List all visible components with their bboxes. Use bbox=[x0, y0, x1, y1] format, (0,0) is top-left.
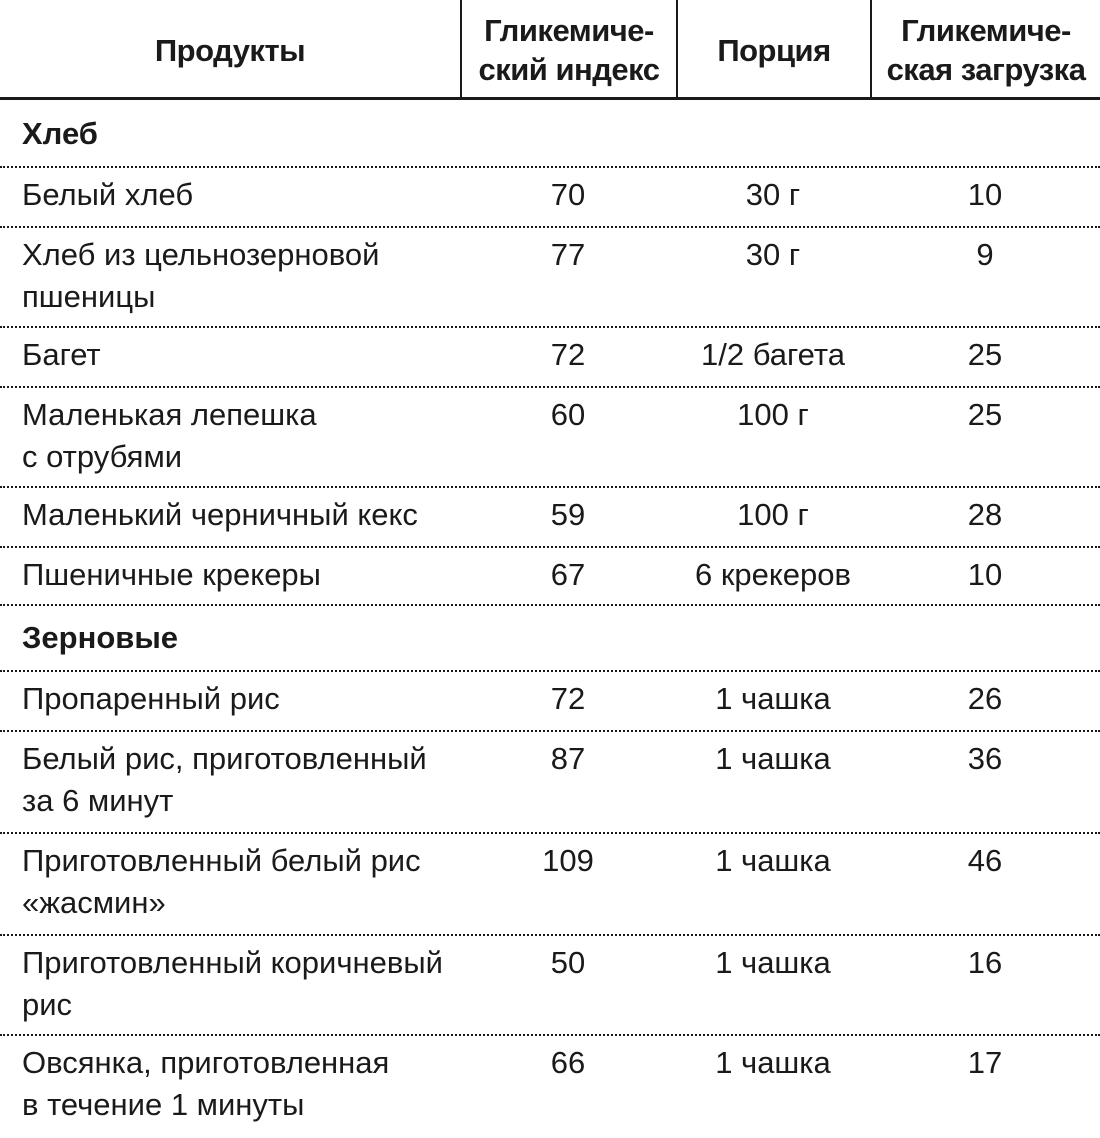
row-glycemic-load: 25 bbox=[967, 397, 1003, 432]
category-bread: Хлеб bbox=[0, 102, 1100, 168]
row-glycemic-load: 10 bbox=[967, 557, 1003, 592]
row-portion: 30 г bbox=[745, 237, 801, 272]
row-glycemic-load: 10 bbox=[967, 177, 1003, 212]
table-row bbox=[0, 168, 1100, 228]
row-glycemic-load: 17 bbox=[967, 1045, 1003, 1080]
row-glycemic-load: 9 bbox=[976, 237, 994, 272]
row-glycemic-load: 36 bbox=[967, 741, 1003, 776]
table-row bbox=[0, 388, 1100, 488]
row-glycemic-load: 16 bbox=[967, 945, 1003, 980]
row-product-name: Овсянка, приготовленная в течение 1 минуты bbox=[22, 1045, 390, 1122]
row-portion: 30 г bbox=[745, 177, 801, 212]
row-glycemic-index: 50 bbox=[550, 945, 586, 980]
table-row bbox=[0, 936, 1100, 1036]
row-portion: 6 крекеров bbox=[695, 557, 851, 592]
row-glycemic-load: 25 bbox=[967, 337, 1003, 372]
row-glycemic-index: 70 bbox=[550, 177, 586, 212]
row-product-name: Маленькая лепешка с отрубями bbox=[22, 397, 317, 474]
table-row bbox=[0, 488, 1100, 548]
row-glycemic-load: 46 bbox=[967, 843, 1003, 878]
row-glycemic-load: 26 bbox=[967, 681, 1003, 716]
row-product-name: Белый рис, приготовленный за 6 минут bbox=[22, 741, 427, 818]
table-row bbox=[0, 732, 1100, 834]
row-glycemic-index: 109 bbox=[542, 843, 594, 878]
table-row bbox=[0, 1036, 1100, 1138]
row-product-name: Пропаренный рис bbox=[22, 681, 280, 716]
row-glycemic-index: 72 bbox=[550, 681, 586, 716]
table-row bbox=[0, 672, 1100, 732]
row-product-name: Багет bbox=[22, 337, 101, 372]
table-row bbox=[0, 328, 1100, 388]
row-product-name: Приготовленный коричневый рис bbox=[22, 945, 443, 1022]
header-portion: Порция bbox=[676, 0, 870, 100]
row-product-name: Маленький черничный кекс bbox=[22, 497, 418, 532]
row-glycemic-index: 66 bbox=[550, 1045, 586, 1080]
row-portion: 1 чашка bbox=[715, 1045, 831, 1080]
header-products: Продукты bbox=[154, 32, 306, 68]
header-glycemic-index: Гликемиче- ский индекс bbox=[460, 0, 676, 100]
row-portion: 1 чашка bbox=[715, 843, 831, 878]
row-glycemic-index: 60 bbox=[550, 397, 586, 432]
row-product-name: Хлеб из цельнозерновой пшеницы bbox=[22, 237, 380, 314]
table-row bbox=[0, 228, 1100, 328]
header-glycemic-load: Гликемиче- ская загрузка bbox=[870, 0, 1100, 100]
row-portion: 1 чашка bbox=[715, 681, 831, 716]
row-portion: 1 чашка bbox=[715, 741, 831, 776]
row-glycemic-index: 67 bbox=[550, 557, 586, 592]
row-glycemic-index: 59 bbox=[550, 497, 586, 532]
row-portion: 100 г bbox=[737, 397, 809, 432]
category-grains: Зерновые bbox=[0, 606, 1100, 672]
row-glycemic-index: 72 bbox=[550, 337, 586, 372]
row-portion: 1 чашка bbox=[715, 945, 831, 980]
row-glycemic-index: 87 bbox=[550, 741, 586, 776]
row-product-name: Пшеничные крекеры bbox=[22, 557, 321, 592]
table-row bbox=[0, 548, 1100, 606]
table-row bbox=[0, 834, 1100, 936]
row-portion: 1/2 багета bbox=[701, 337, 845, 372]
row-portion: 100 г bbox=[737, 497, 809, 532]
table-header bbox=[0, 0, 1100, 100]
row-glycemic-index: 77 bbox=[550, 237, 586, 272]
row-product-name: Приготовленный белый рис «жасмин» bbox=[22, 843, 421, 920]
row-glycemic-load: 28 bbox=[967, 497, 1003, 532]
row-product-name: Белый хлеб bbox=[22, 177, 194, 212]
